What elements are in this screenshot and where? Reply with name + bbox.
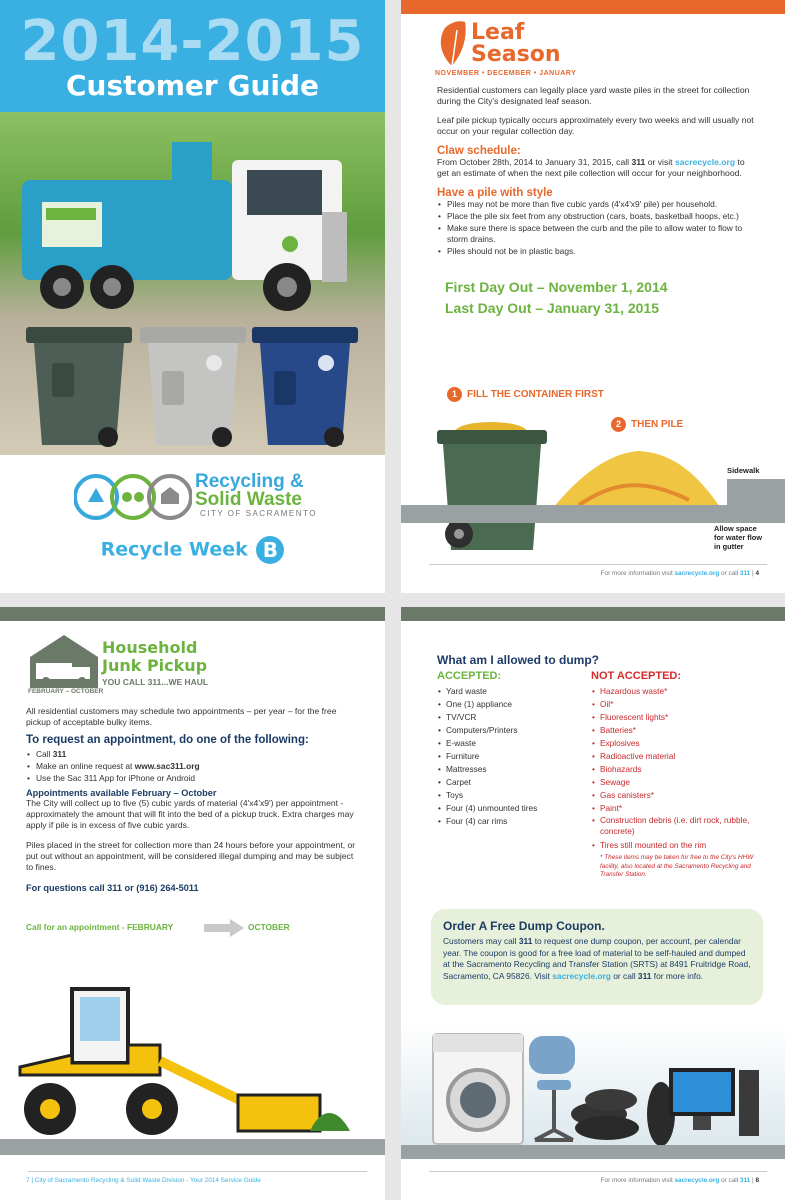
street-ground xyxy=(401,1145,785,1159)
coupon-pre: Customers may call xyxy=(443,936,517,946)
list-item: • TV/VCR xyxy=(437,711,587,724)
coupon-or: or call xyxy=(613,970,636,981)
list-item: • Construction debris (i.e. dirt rock, rubble, concrete) xyxy=(591,815,761,837)
cover-year: 2014-2015 xyxy=(20,9,365,74)
junk-title xyxy=(102,639,207,675)
coupon-link[interactable]: sacrecycle.org xyxy=(552,970,611,981)
list-item: • Place the pile six feet from any obstruction (cars, boats, basketball hoops, etc.) xyxy=(437,211,759,222)
leaf-months: NOVEMBER • DECEMBER • JANUARY xyxy=(435,70,577,77)
pile-bullets xyxy=(437,199,759,257)
sidewalk-block xyxy=(727,479,785,505)
claw-or: or visit xyxy=(647,157,673,167)
opt2-link[interactable]: www.sac311.org xyxy=(134,761,200,771)
list-item: • Explosives xyxy=(591,737,761,750)
leaf-title xyxy=(471,22,560,66)
step2-number: 2 xyxy=(611,417,626,432)
leaf-footer: For more information visit sacrecycle.org or call 311 | 4 xyxy=(600,570,759,577)
coupon-call2: 311 xyxy=(637,970,652,981)
questions-line: For questions call 311 or (916) 264-5011 xyxy=(26,883,199,893)
gray-bin-image xyxy=(140,327,250,455)
opt1-pre: Call xyxy=(36,749,51,759)
cover-page xyxy=(0,0,385,593)
piles-text: Piles placed in the street for collection more than 24 hours before your appointment, or put out without an appointment, will be considered illegal dumping and may be subject to fines. xyxy=(26,840,356,872)
call-right: OCTOBER xyxy=(248,922,290,932)
list-item: • Batteries* xyxy=(591,724,761,737)
accepted-column xyxy=(437,670,587,828)
junk-intro: All residential customers may schedule two appointments – per year – for the free pickup of acceptable bulky items. xyxy=(26,706,337,727)
cover-header xyxy=(0,0,385,112)
front-loader-image xyxy=(10,985,360,1145)
avail-text: The City will collect up to five (5) cubic yards of material (4'x4'x9') per appointment - approximately the amount that will fit into the bed of a pickup truck. Extra charges may apply if pile is in excess of five cubic yards. xyxy=(26,798,354,830)
grey-top-bar xyxy=(401,607,785,621)
street-ground xyxy=(0,1139,385,1155)
leaf-bin-image xyxy=(435,418,551,558)
orange-top-bar xyxy=(401,0,785,14)
grey-top-bar xyxy=(0,607,385,621)
cover-title: Customer Guide xyxy=(65,69,320,102)
list-item: • Computers/Printers xyxy=(437,724,587,737)
leaf-title-line2: Season xyxy=(471,42,561,67)
dump-page xyxy=(401,607,785,1200)
list-item: • Piles should not be in plastic bags. xyxy=(437,246,759,257)
opt1-call: 311 xyxy=(52,749,67,759)
leaf-pickup: Leaf pile pickup typically occurs approximately every two weeks and will usually not occur on your regular collection day. xyxy=(437,115,754,136)
coupon-body: to request one dump coupon, per account, per calendar year. The coupon is good for a free load of material to be self-hauled and dumped at the Sacramento Recycling and Transfer Station (SRTS) at 8491 Fruitridge Road, Sacramento, CA 95826. Visit xyxy=(443,936,751,981)
list-item: • Four (4) unmounted tires xyxy=(437,802,587,815)
coupon-call: 311 xyxy=(518,936,533,946)
appointment-timeline xyxy=(26,919,326,939)
first-day: First Day Out – November 1, 2014 xyxy=(445,279,668,295)
list-item: • Sewage xyxy=(591,776,761,789)
footer-call: 311 xyxy=(739,1177,751,1184)
recycling-logo-icon xyxy=(74,474,192,520)
claw-link[interactable]: sacrecycle.org xyxy=(674,157,736,167)
junk-title-line1: Household xyxy=(102,638,198,657)
dump-title: What am I allowed to dump? xyxy=(437,653,599,667)
junk-pickup-page xyxy=(0,607,385,1200)
garbage-truck-image xyxy=(22,142,372,322)
footer-divider xyxy=(429,1171,767,1172)
accepted-list xyxy=(437,685,587,828)
not-accepted-list xyxy=(591,685,761,852)
junk-title-line2: Junk Pickup xyxy=(102,656,208,675)
not-accepted-heading: NOT ACCEPTED: xyxy=(591,670,682,682)
recycle-week-label: Recycle Week xyxy=(100,538,248,561)
arrow-right-icon xyxy=(204,919,244,937)
leaf-icon xyxy=(435,20,469,68)
list-item: • Carpet xyxy=(437,776,587,789)
step-fill-container xyxy=(447,387,604,402)
footer-mid: or call xyxy=(721,1177,739,1184)
junk-body xyxy=(26,706,362,893)
week-letter-badge: B xyxy=(256,536,284,564)
list-item: • Radioactive material xyxy=(591,750,761,763)
footer-divider xyxy=(28,1171,367,1172)
junk-footer: 7 | City of Sacramento Recycling & Solid Waste Division - Your 2014 Service Guide xyxy=(26,1177,261,1184)
list-item xyxy=(26,761,362,772)
list-item: • Furniture xyxy=(437,750,587,763)
footer-call: 311 xyxy=(739,570,751,577)
list-item: • Mattresses xyxy=(437,763,587,776)
house-truck-icon xyxy=(28,633,100,689)
leaf-title-line1: Leaf xyxy=(471,20,525,45)
footer-pre: For more information visit xyxy=(600,1177,673,1184)
coupon-text xyxy=(443,936,751,982)
list-item: • One (1) appliance xyxy=(437,698,587,711)
list-item: • Biohazards xyxy=(591,763,761,776)
logo-line1: Recycling & xyxy=(195,471,304,492)
page-number: 8 xyxy=(755,1177,759,1184)
accepted-heading: ACCEPTED: xyxy=(437,670,502,682)
sidewalk-label: Sidewalk xyxy=(727,466,760,475)
recycling-logo xyxy=(0,468,385,528)
cover-photo xyxy=(0,112,385,455)
coupon-end: for more info. xyxy=(653,970,704,981)
street-ground xyxy=(401,505,785,523)
footer-pre: For more information visit xyxy=(600,570,673,577)
hhw-note: * These items may be taken for free to the City's HHW facility, also located at the Sacramento Recycling and Transfer Station. xyxy=(600,854,754,878)
coupon-box xyxy=(431,909,763,1005)
claw-heading: Claw schedule: xyxy=(437,145,521,157)
list-item: • Hazardous waste* xyxy=(591,685,761,698)
list-item: • Gas canisters* xyxy=(591,789,761,802)
gutter-label: Allow space for water flow in gutter xyxy=(714,524,763,551)
list-item: • Oil* xyxy=(591,698,761,711)
opt2-pre: Make an online request at xyxy=(36,761,133,771)
page-number: 4 xyxy=(755,570,759,577)
footer-link[interactable]: sacrecycle.org xyxy=(674,570,720,577)
claw-call: 311 xyxy=(631,157,646,167)
recycle-week xyxy=(0,536,385,564)
footer-mid: or call xyxy=(721,570,739,577)
step1-number: 1 xyxy=(447,387,462,402)
green-bin-image xyxy=(26,327,136,455)
logo-line2: Solid Waste xyxy=(195,489,302,510)
step-then-pile xyxy=(611,417,683,432)
junk-subtitle: YOU CALL 311...WE HAUL xyxy=(102,677,209,687)
claw-post: to get an estimate of when the next pile collection will occur for your neighborhood. xyxy=(437,157,745,178)
request-heading: To request an appointment, do one of the following: xyxy=(26,734,309,746)
last-day: Last Day Out – January 31, 2015 xyxy=(445,300,659,316)
list-item: • Tires still mounted on the rim xyxy=(591,839,761,852)
footer-divider xyxy=(429,564,767,565)
leaf-dates xyxy=(437,277,759,319)
list-item: • Fluorescent lights* xyxy=(591,711,761,724)
leaf-body xyxy=(437,85,759,319)
blue-bin-image xyxy=(252,327,362,455)
dump-footer: For more information visit sacrecycle.org or call 311 | 8 xyxy=(600,1177,759,1184)
list-item: • E-waste xyxy=(437,737,587,750)
junk-months: FEBRUARY – OCTOBER xyxy=(28,688,106,695)
list-item xyxy=(26,749,362,760)
list-item: • Make sure there is space between the curb and the pile to allow water to flow to storm drains. xyxy=(437,223,759,245)
logo-city: CITY OF SACRAMENTO xyxy=(200,509,317,518)
list-item: • Piles may not be more than five cubic yards (4'x4'x9' pile) per household. xyxy=(437,199,759,210)
footer-link[interactable]: sacrecycle.org xyxy=(674,1177,720,1184)
dump-items-image xyxy=(431,1030,761,1148)
not-accepted-column xyxy=(591,670,761,880)
leaf-intro: Residential customers can legally place yard waste piles in the street for collection during the City's designated leaf season. xyxy=(437,85,750,106)
list-item: • Yard waste xyxy=(437,685,587,698)
claw-text xyxy=(437,157,759,179)
pile-heading: Have a pile with style xyxy=(437,187,553,199)
dump-items-scene xyxy=(401,1022,785,1150)
call-left: Call for an appointment - FEBRUARY xyxy=(26,922,174,932)
step2-label: THEN PILE xyxy=(631,419,684,430)
coupon-title: Order A Free Dump Coupon. xyxy=(443,919,605,933)
step1-label: FILL THE CONTAINER FIRST xyxy=(467,389,604,400)
list-item: • Toys xyxy=(437,789,587,802)
list-item: • Paint* xyxy=(591,802,761,815)
list-item: • Four (4) car rims xyxy=(437,815,587,828)
leaf-season-page xyxy=(401,0,785,593)
claw-pre: From October 28th, 2014 to January 31, 2015, call xyxy=(437,157,630,167)
request-options xyxy=(26,749,362,784)
list-item: • Use the Sac 311 App for iPhone or Android xyxy=(26,773,362,784)
avail-heading: Appointments available February – October xyxy=(26,788,217,798)
